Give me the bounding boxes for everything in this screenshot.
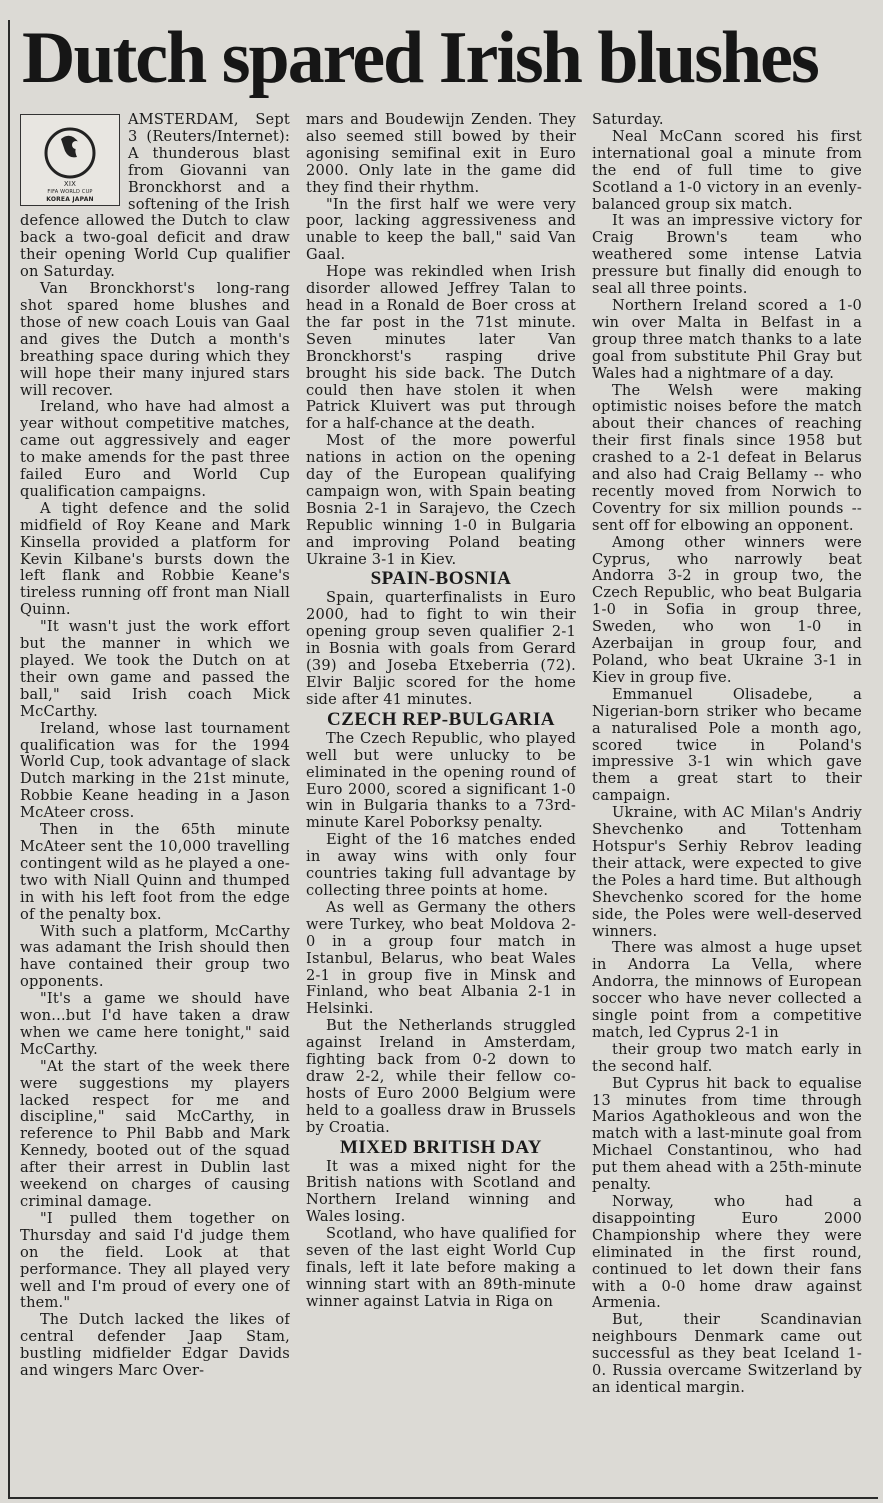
bottom-rule — [8, 1497, 878, 1499]
svg-text:XIX: XIX — [63, 180, 77, 188]
paragraph: But the Netherlands struggled against Ireland in Amsterdam, fighting back from 0-2 down to draw 2-2, while their fellow co-hosts of Euro 2000 Belgium were held to a goalless draw in Brussels by Croatia. — [306, 1017, 576, 1136]
paragraph: It was a mixed night for the British nations with Scotland and Northern Ireland winning and Wales losing. — [306, 1157, 576, 1226]
subhead-czech-bulgaria: CZECH REP-BULGARIA — [326, 708, 556, 730]
paragraph: Ukraine, with AC Milan's Andriy Shevchenko and Tottenham Hotspur's Serhiy Rebrov leading their attack, were expected to give the Poles a hard time. But although Shevchenko scored for the home side, the Poles were well-deserved winners. — [592, 804, 862, 940]
paragraph: Hope was rekindled when Irish disorder allowed Jeffrey Talan to head in a Ronald de Boer cross at the far post in the 71st minute. Seven minutes later Van Bronckhorst's rasping drive brought his side back. The Dutch could then have stolen it when Patrick Kluivert was put through for a half-chance at the death. — [306, 263, 576, 433]
paragraph: their group two match early in the second half. — [592, 1040, 862, 1075]
paragraph: But Cyprus hit back to equalise 13 minutes from time through Marios Agathokleous and won the match with a last-minute goal from Michael Constantinou, who had put them ahead with a 25th-minute penalty. — [592, 1074, 862, 1194]
paragraph: "It wasn't just the work effort but the manner in which we played. We took the Dutch on at their own game and passed the ball," said Irish coach Mick McCarthy. — [20, 618, 290, 720]
paragraph: There was almost a huge upset in Andorra La Vella, where Andorra, the minnows of European soccer who have never collected a single point from a competitive match, led Cyprus 2-1 in — [592, 939, 862, 1041]
paragraph: Saturday. — [592, 112, 664, 128]
article-column-3 — [592, 112, 862, 1494]
paragraph: It was an impressive victory for Craig Brown's team who weathered some intense Latvia pressure but finally did enough to seal all three points. — [592, 212, 862, 298]
column-rule — [8, 20, 10, 1498]
column-2-text-a — [306, 112, 576, 568]
world-cup-logo — [20, 112, 120, 204]
paragraph: "I pulled them together on Thursday and said I'd judge them on the field. Look at that performance. They all played very well and I'm proud of every one of them." — [20, 1209, 290, 1312]
svg-text:FIFA WORLD CUP: FIFA WORLD CUP — [47, 189, 93, 195]
column-3-text — [592, 112, 862, 1397]
subhead-mixed-british-day: MIXED BRITISH DAY — [339, 1136, 543, 1158]
paragraph: Norway, who had a disappointing Euro 2000 Championship where they were eliminated in the first round, continued to let down their fans with a 0-0 home draw against Armenia. — [592, 1193, 862, 1312]
paragraph: Among other winners were Cyprus, who narrowly beat Andorra 3-2 in group two, the Czech Republic, who beat Bulgaria 1-0 in Sofia in group three, Sweden, who won 1-0 in Azerbaijan in group four, and Poland, who beat Ukraine 3-1 in Kiev in group five. — [592, 533, 862, 686]
paragraph: mars and Boudewijn Zenden. They also seemed still bowed by their agonising semifinal exit in Euro 2000. Only late in the game did they find their rhythm. — [306, 112, 576, 196]
headline: Dutch spared Irish blushes — [22, 17, 818, 99]
paragraph: Ireland, whose last tournament qualification was for the 1994 World Cup, took advantage of slack Dutch marking in the 21st minute, Robbie Keane heading in a Jason McAteer cross. — [20, 719, 290, 822]
paragraph: Spain, quarterfinalists in Euro 2000, had to fight to win their opening group seven qualifier 2-1 in Bosnia with goals from Gerard (39) and Joseba Etxeberria (72). Elvir Baljic scored for the home side after 41 minutes. — [306, 589, 576, 708]
subhead-spain-bosnia: SPAIN-BOSNIA — [370, 568, 512, 590]
paragraph: Neal McCann scored his first international goal a minute from the end of full time to give Scotland a 1-0 victory in an evenly-balanced group six match. — [592, 127, 862, 213]
paragraph: With such a platform, McCarthy was adamant the Irish should then have contained their group two opponents. — [20, 922, 290, 991]
paragraph: "At the start of the week there were suggestions my players lacked respect for me and discipline," said McCarthy, in reference to Phil Babb and Mark Kennedy, booted out of the squad after their arrest in Dublin last weekend on charges of causing criminal damage. — [20, 1057, 290, 1210]
paragraph: A tight defence and the solid midfield of Roy Keane and Mark Kinsella provided a platform for Kevin Kilbane's bursts down the left flank and Robbie Keane's tireless running off front man Niall Quinn. — [20, 499, 290, 619]
article-column-1 — [20, 112, 290, 1494]
paragraph: "It's a game we should have won...but I'd have taken a draw when we came here tonight," said McCarthy. — [20, 990, 290, 1058]
paragraph: The Czech Republic, who played well but were unlucky to be eliminated in the opening round of Euro 2000, scored a significant 1-0 win in Bulgaria thanks to a 73rd-minute Karel Poborksy penalty. — [306, 729, 576, 832]
paragraph: Emmanuel Olisadebe, a Nigerian-born striker who became a naturalised Pole a month ago, scored twice in Poland's impressive 3-1 win which gave them a great start to their campaign. — [592, 685, 862, 805]
paragraph: The Dutch lacked the likes of central defender Jaap Stam, bustling midfielder Edgar Davids and wingers Marc Over- — [20, 1311, 290, 1380]
paragraph: But, their Scandinavian neighbours Denmark came out successful as they beat Iceland 1-0. Russia overcame Switzerland by an identical margin. — [592, 1311, 862, 1396]
column-2-text-b — [306, 590, 576, 708]
svg-text:KOREA JAPAN: KOREA JAPAN — [46, 196, 94, 203]
paragraph: Northern Ireland scored a 1-0 win over Malta in Belfast in a group three match thanks to a late goal from substitute Phil Gray but Wales had a nightmare of a day. — [592, 296, 862, 382]
paragraph: The Welsh were making optimistic noises before the match about their chances of reaching their first finals since 1958 but crashed to a 2-1 defeat in Belarus and also had Craig Bellamy -- who recently moved from Norwich to Coventry for six million pounds -- sent off for elbowing an opponent. — [592, 381, 862, 534]
paragraph: AMSTERDAM, Sept 3 (Reuters/Internet): A thunderous blast from Giovanni van Bronckhorst and a softening of the Irish defence allowed the Dutch to claw back a two-goal deficit and draw their opening World Cup qualifier on Saturday. — [20, 112, 290, 281]
paragraph: Scotland, who have qualified for seven of the last eight World Cup finals, left it late before making a winning start with an 89th-minute winner against Latvia in Riga on — [306, 1225, 576, 1310]
paragraph: "In the first half we were very poor, lacking aggressiveness and unable to keep the ball," said Van Gaal. — [306, 195, 576, 264]
paragraph: As well as Germany the others were Turkey, who beat Moldova 2-0 in a group four match in Istanbul, Belarus, who beat Wales 2-1 in group five in Minsk and Finland, who beat Albania 2-1 in Helsinki. — [306, 898, 576, 1018]
column-1-text — [20, 112, 290, 1380]
world-cup-emblem-icon — [21, 115, 119, 205]
paragraph: Eight of the 16 matches ended in away wins with only four countries taking full advantage by collecting three points at home. — [306, 831, 576, 899]
column-2-text-c — [306, 731, 576, 1137]
paragraph: Then in the 65th minute McAteer sent the 10,000 travelling contingent wild as he played a one-two with Niall Quinn and thumped in with his left foot from the edge of the penalty box. — [20, 821, 290, 923]
article-column-2 — [306, 112, 576, 1494]
column-2-text-d — [306, 1159, 576, 1311]
paragraph: Ireland, who have had almost a year without competitive matches, came out aggressively and eager to make amends for the past three failed Euro and World Cup qualification campaigns. — [20, 398, 290, 500]
paragraph: Van Bronckhorst's long-rang shot spared home blushes and those of new coach Louis van Gaal and gives the Dutch a month's breathing space during which they will hope their many injured stars will recover. — [20, 280, 290, 399]
paragraph: Most of the more powerful nations in action on the opening day of the European qualifying campaign won, with Spain beating Bosnia 2-1 in Sarajevo, the Czech Republic winning 1-0 in Bulgaria and improving Poland beating Ukraine 3-1 in Kiev. — [306, 432, 576, 568]
